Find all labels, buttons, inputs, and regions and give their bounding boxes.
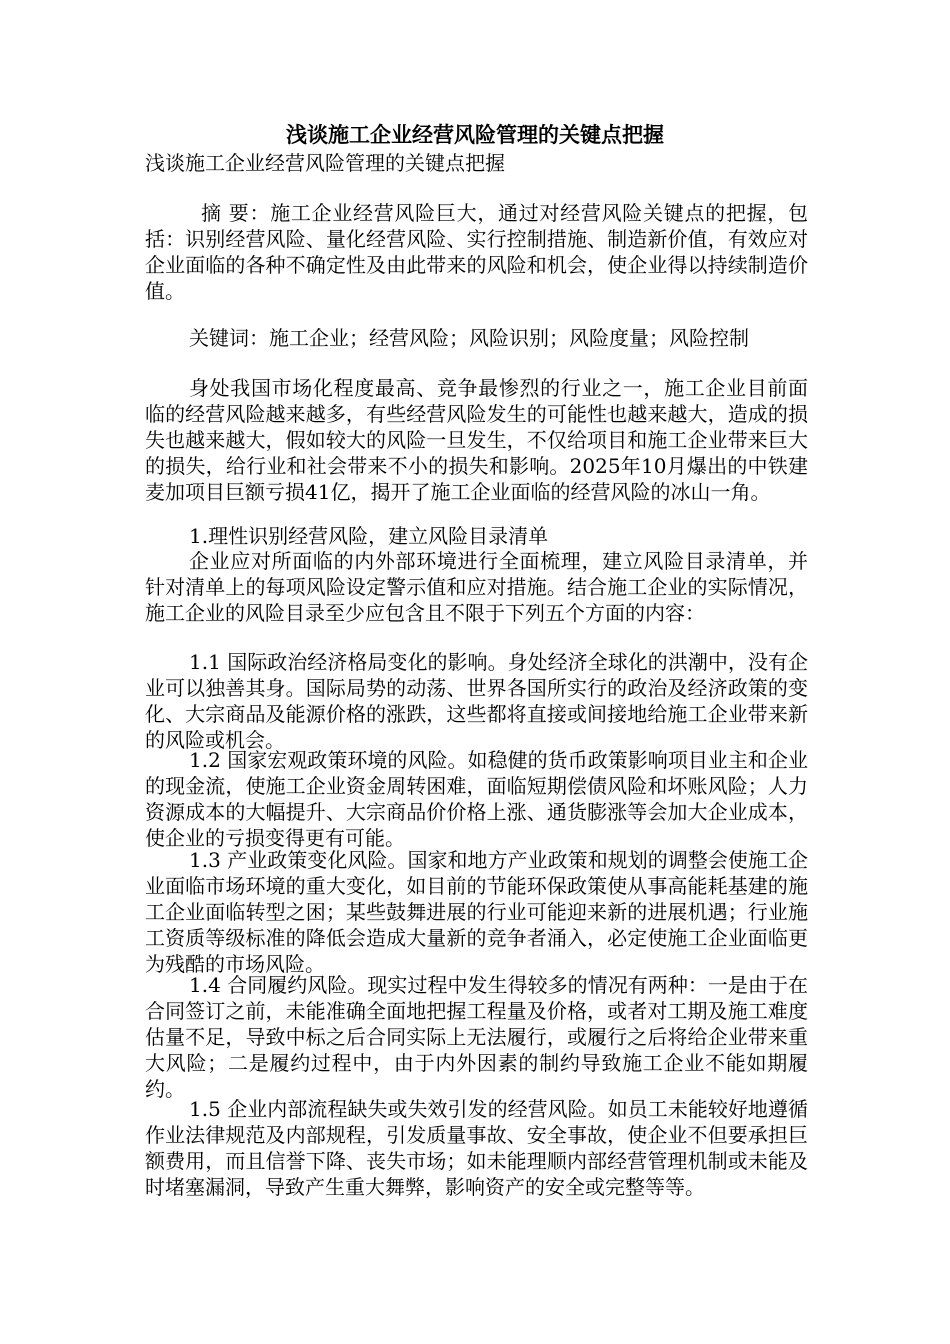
body-paragraph-1-3: 1.3 产业政策变化风险。国家和地方产业政策和规划的调整会使施工企业面临市场环境的重大变化，如目前的节能环保政策使从事高能耗基建的施工企业面临转型之困；某些鼓舞进展的行业可能迎来新的进展机遇；行业施工资质等级标准的降低会造成大量新的竞争者涌入，必定使施工企业面临更为残酷的市场风险。 — [145, 848, 808, 976]
body-paragraph-1-5: 1.5 企业内部流程缺失或失效引发的经营风险。如员工未能较好地遵循作业法律规范及内部规程，引发质量事故、安全事故，使企业不但要承担巨额费用，而且信誉下降、丧失市场；如未能理顺内部经营管理机制或未能及时堵塞漏洞，导致产生重大舞弊，影响资产的安全或完整等等。 — [145, 1097, 808, 1199]
keywords-paragraph: 关键词：施工企业；经营风险；风险识别；风险度量；风险控制 — [189, 326, 749, 350]
document-subtitle: 浅谈施工企业经营风险管理的关键点把握 — [145, 151, 505, 175]
document-title: 浅谈施工企业经营风险管理的关键点把握 — [286, 122, 664, 147]
abstract-paragraph: 摘 要：施工企业经营风险巨大，通过对经营风险关键点的把握，包括：识别经营风险、量化经营风险、实行控制措施、制造新价值，有效应对企业面临的各种不确定性及由此带来的风险和机会，使企业得以持续制造价值。 — [145, 201, 808, 303]
body-paragraph-1-2: 1.2 国家宏观政策环境的风险。如稳健的货币政策影响项目业主和企业的现金流，使施工企业资金周转困难，面临短期偿债风险和坏账风险；人力资源成本的大幅提升、大宗商品价价格上涨、通货膨涨等会加大企业成本，使企业的亏损变得更有可能。 — [145, 748, 808, 850]
body-paragraph-1-4: 1.4 合同履约风险。现实过程中发生得较多的情况有两种：一是由于在合同签订之前，未能准确全面地把握工程量及价格，或者对工期及施工难度估量不足，导致中标之后合同实际上无法履行，或履行之后将给企业带来重大风险；二是履约过程中，由于内外因素的制约导致施工企业不能如期履约。 — [145, 973, 808, 1101]
body-paragraph-section-1: 企业应对所面临的内外部环境进行全面梳理，建立风险目录清单，并针对清单上的每项风险设定警示值和应对措施。结合施工企业的实际情况，施工企业的风险目录至少应包含且不限于下列五个方面的内容： — [145, 549, 808, 625]
body-paragraph-1-1: 1.1 国际政治经济格局变化的影响。身处经济全球化的洪潮中，没有企业可以独善其身。国际局势的动荡、世界各国所实行的政治及经济政策的变化、大宗商品及能源价格的涨跌，这些都将直接或间接地给施工企业带来新的风险或机会。 — [145, 650, 808, 752]
body-paragraph-intro: 身处我国市场化程度最高、竞争最惨烈的行业之一，施工企业目前面临的经营风险越来越多，有些经营风险发生的可能性也越来越大，造成的损失也越来越大，假如较大的风险一旦发生，不仅给项目和施工企业带来巨大的损失，给行业和社会带来不小的损失和影响。2025年10月爆出的中铁建麦加项目巨额亏损41亿，揭开了施工企业面临的经营风险的冰山一角。 — [145, 376, 808, 504]
section-heading-1: 1.理性识别经营风险，建立风险目录清单 — [189, 524, 549, 548]
